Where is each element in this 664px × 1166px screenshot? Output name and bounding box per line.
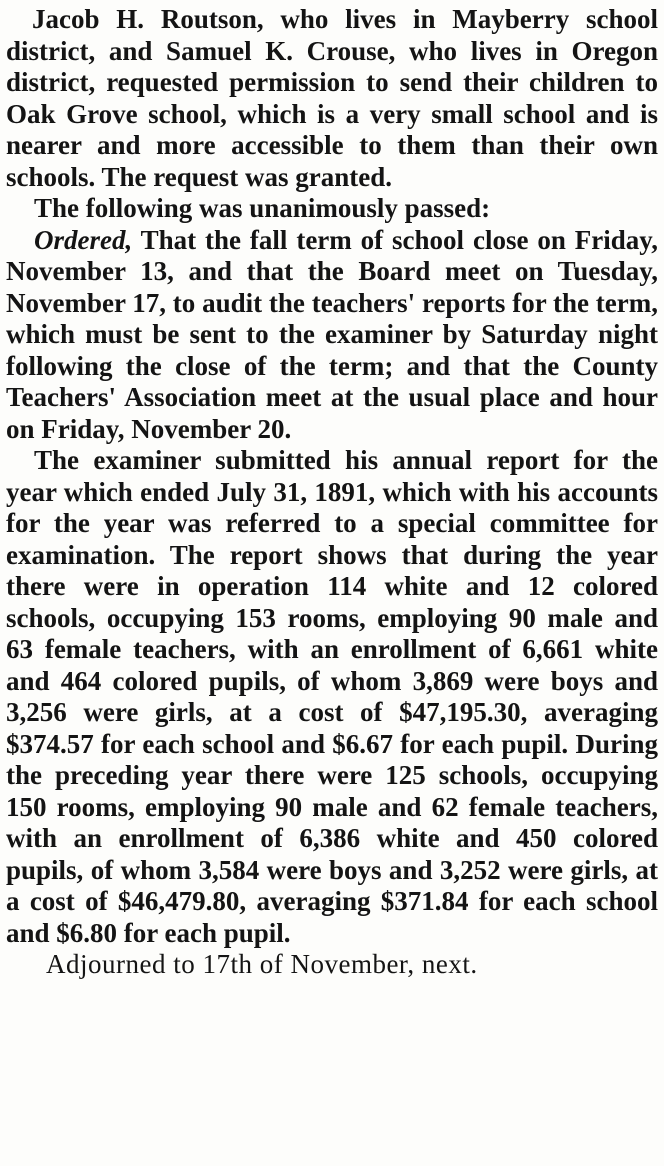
paragraph-routson-crouse-request: Jacob H. Routson, who lives in Mayberry school district, and Samuel K. Crouse, who lives in Oregon district, requested permission to send their children to Oak Grove school, which is a very small school and is nearer and more accessible to them than their own schools. The request was granted. — [6, 4, 658, 192]
paragraph-adjournment: Adjourned to 17th of November, next. — [46, 949, 478, 979]
paragraph-unanimous-passage: The following was unanimously passed: — [34, 193, 491, 223]
ordered-body-text: That the fall term of school close on Friday, November 13, and that the Board meet on Tuesday, November 17, to audit the teachers' reports for the term, which must be sent to the examiner by Saturday night following the close of the term; and that the County Teachers' Association meet at the usual place and hour on Friday, November 20. — [6, 224, 658, 444]
paragraph-examiner-annual-report: The examiner submitted his annual report for the year which ended July 31, 1891, which with his accounts for the year was referred to a special committee for examination. The report shows that during the year there were in operation 114 white and 12 colored schools, occupying 153 rooms, employing 90 male and 63 female teachers, with an enrollment of 6,661 white and 464 colored pupils, of whom 3,869 were boys and 3,256 were girls, at a cost of $47,195.30, averaging $374.57 for each school and $6.67 for each pupil. During the preceding year there were 125 schools, occupying 150 rooms, employing 90 male and 62 female teachers, with an enrollment of 6,386 white and 450 colored pupils, of whom 3,584 were boys and 3,252 were girls, at a cost of $46,479.80, averaging $371.84 for each school and $6.80 for each pupil. — [6, 445, 658, 948]
ordered-lead-word: Ordered, — [34, 224, 133, 255]
paragraph-fall-term-order — [6, 225, 658, 446]
